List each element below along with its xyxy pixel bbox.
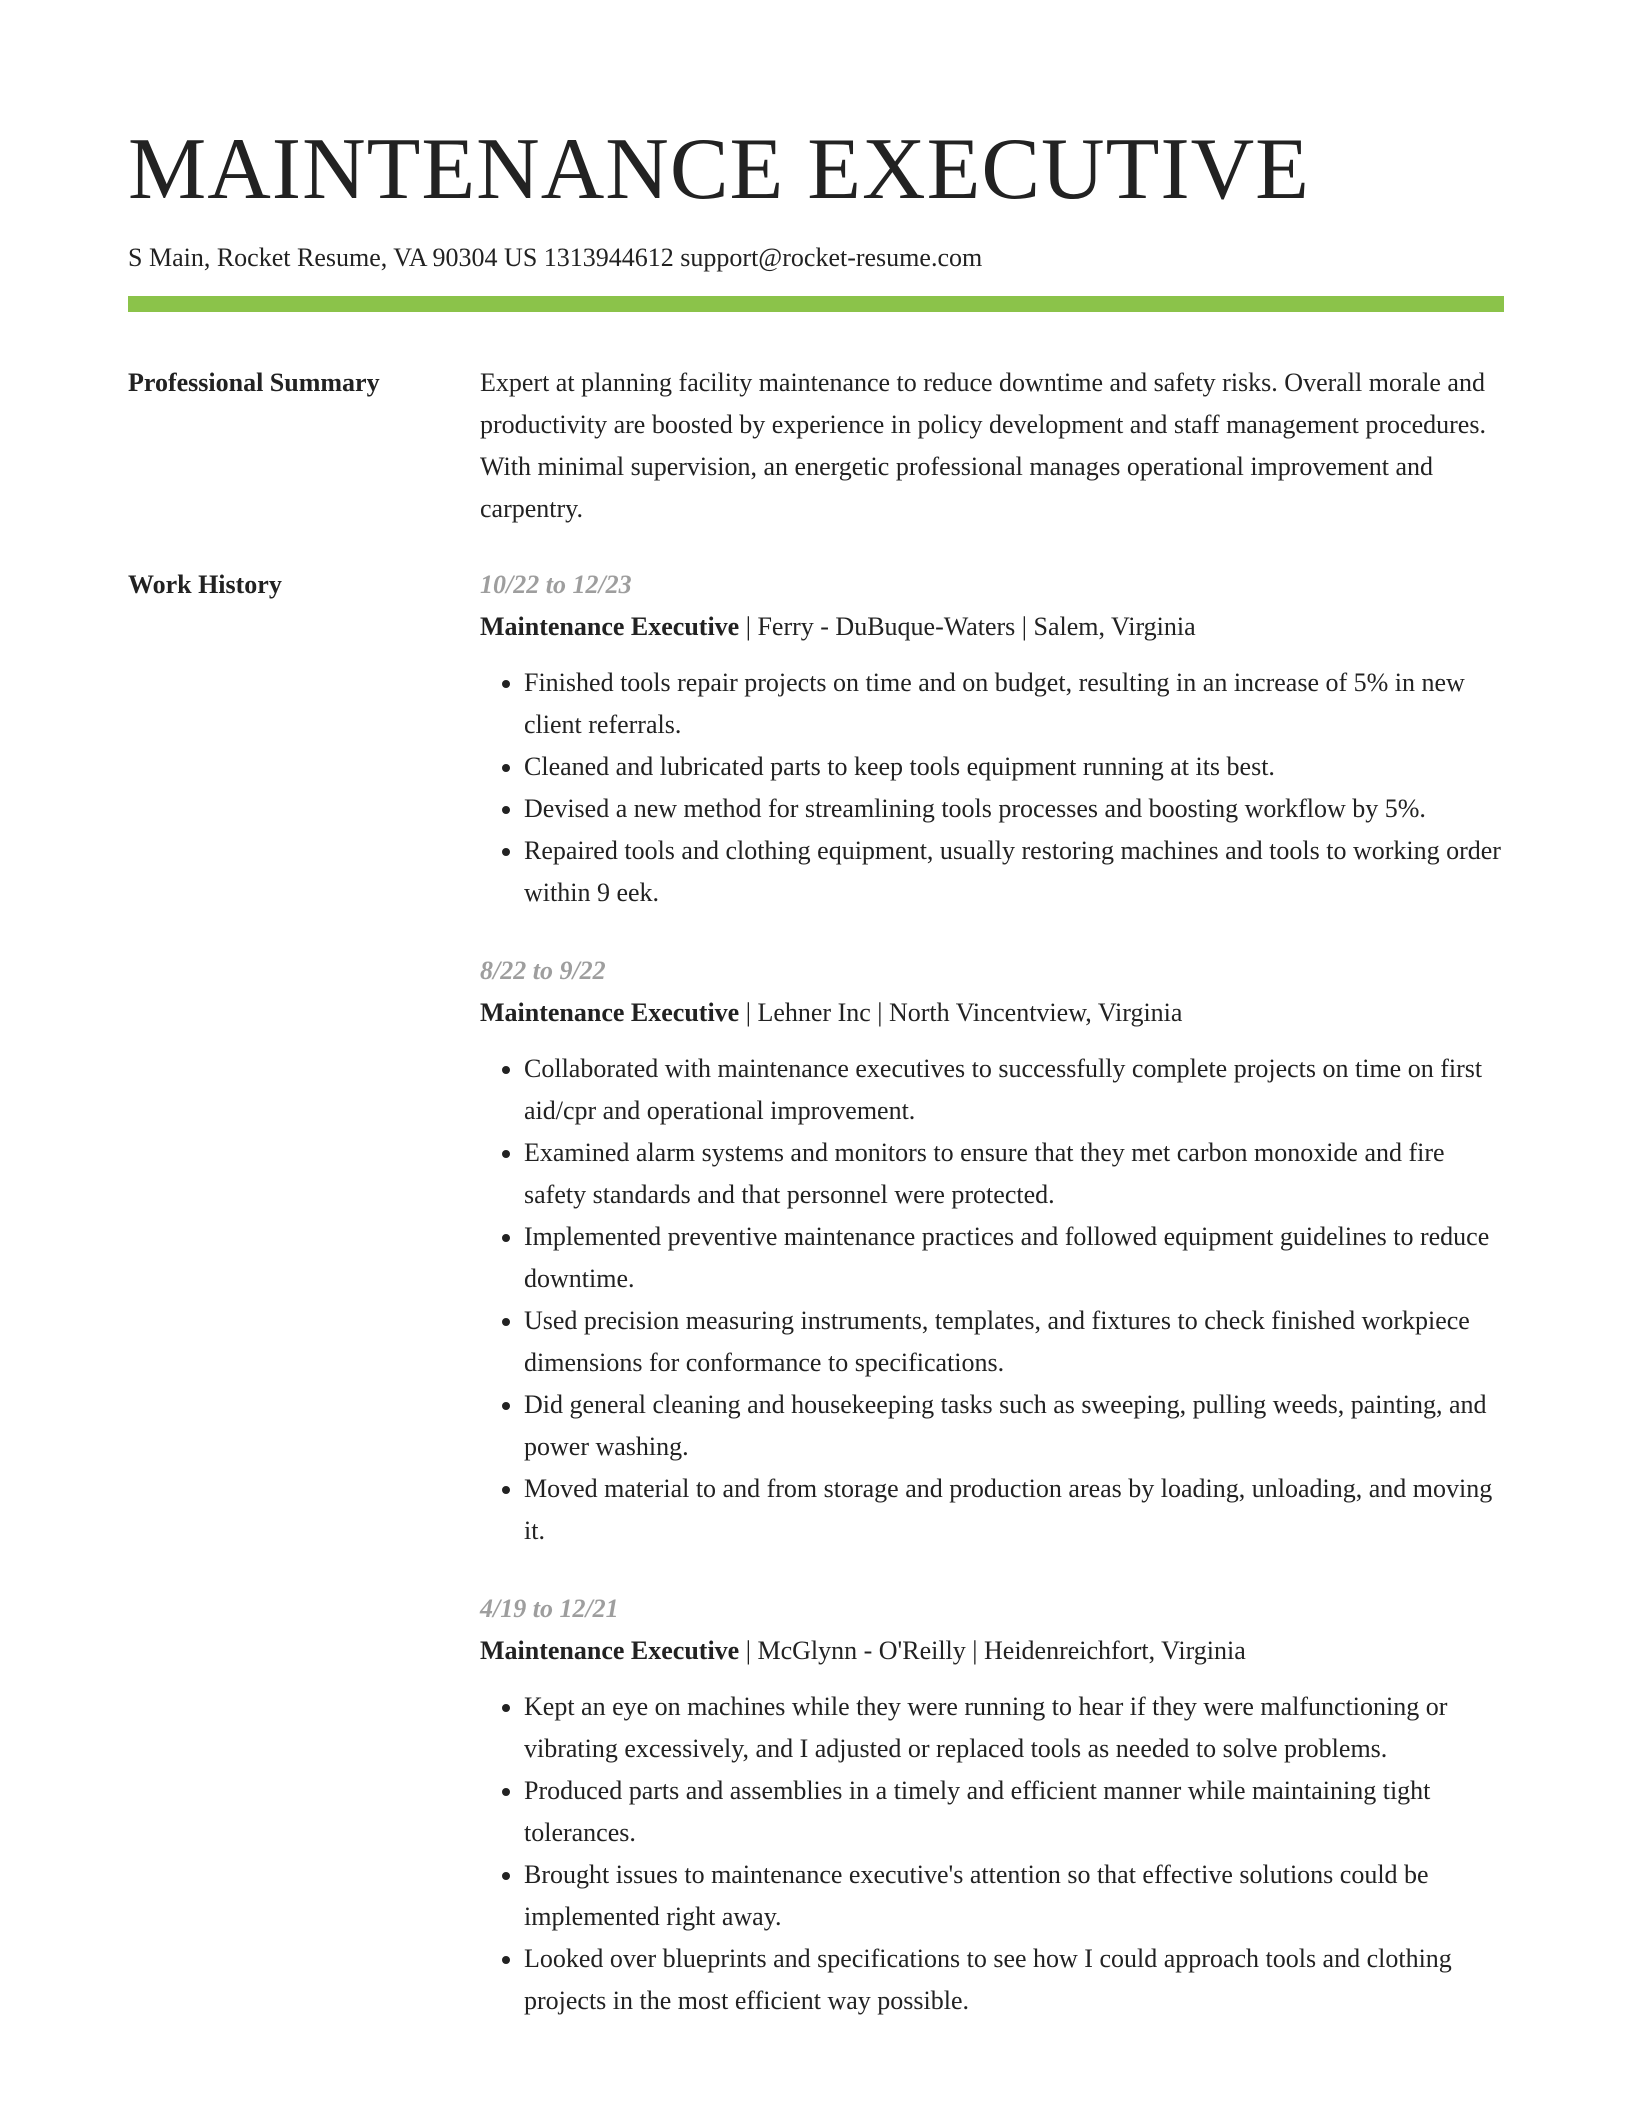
job-heading [480,1630,1504,1672]
contact-line [128,240,1504,276]
job-bullet: • Kept an eye on machines while they were running to hear if they were malfunctioning or vibrating excessively, and I adjusted or replaced tools as needed to solve problems. [524,1686,1504,1770]
job-dates: 4/19 to 12/21 [480,1594,619,1623]
job-company: McGlynn - O'Reilly [757,1636,966,1665]
job-entry [480,950,1504,1552]
job-bullet-list [480,662,1504,914]
job-bullet: • Looked over blueprints and specifications to see how I could approach tools and clothing projects in the most efficient way possible. [524,1938,1504,2022]
job-bullet: • Used precision measuring instruments, templates, and fixtures to check finished workpiece dimensions for conformance to specifications. [524,1300,1504,1384]
job-entry [480,564,1504,914]
job-bullet: • Implemented preventive maintenance practices and followed equipment guidelines to reduce downtime. [524,1216,1504,1300]
job-bullet-list [480,1686,1504,2022]
separator [739,612,757,641]
job-bullet: • Devised a new method for streamlining tools processes and boosting workflow by 5%. [524,788,1504,830]
job-bullet-list [480,1048,1504,1552]
separator [1015,612,1033,641]
job-entry [480,1588,1504,2022]
summary-section [128,362,1504,530]
job-bullet: • Produced parts and assemblies in a timely and efficient manner while maintaining tight tolerances. [524,1770,1504,1854]
resume-page [128,118,1504,2058]
job-heading [480,992,1504,1034]
job-bullet: • Did general cleaning and housekeeping tasks such as sweeping, pulling weeds, painting, and power washing. [524,1384,1504,1468]
job-bullet: • Brought issues to maintenance executive's attention so that effective solutions could be implemented right away. [524,1854,1504,1938]
resume-name-heading: MAINTENANCE EXECUTIVE [128,121,1310,218]
job-bullet: • Cleaned and lubricated parts to keep tools equipment running at its best. [524,746,1504,788]
work-history-section [128,564,1504,2058]
job-bullet: • Moved material to and from storage and production areas by loading, unloading, and moving it. [524,1468,1504,1552]
summary-body [480,362,1504,530]
job-dates: 8/22 to 9/22 [480,956,606,985]
contact-email: support@rocket-resume.com [680,243,983,272]
work-history-label: Work History [128,570,282,599]
separator [739,1636,757,1665]
work-history-body [480,564,1504,2058]
job-bullet: • Repaired tools and clothing equipment, usually restoring machines and tools to working order within 9 eek. [524,830,1504,914]
job-company: Ferry - DuBuque-Waters [757,612,1016,641]
job-location: North Vincentview, Virginia [889,998,1183,1027]
job-heading [480,606,1504,648]
contact-address: S Main, Rocket Resume, VA 90304 US [128,243,538,272]
job-bullet: • Finished tools repair projects on time and on budget, resulting in an increase of 5% in new client referrals. [524,662,1504,746]
job-title: Maintenance Executive [480,612,740,641]
summary-label: Professional Summary [128,368,380,397]
summary-text: Expert at planning facility maintenance to reduce downtime and safety risks. Overall morale and productivity are boosted by experience in policy development and staff management procedures. With minimal supervision, an energetic professional manages operational improvement and carpentry. [480,368,1486,523]
job-bullet: • Collaborated with maintenance executives to successfully complete projects on time on first aid/cpr and operational improvement. [524,1048,1504,1132]
separator [966,1636,984,1665]
accent-divider [128,296,1504,312]
job-location: Salem, Virginia [1033,612,1196,641]
job-company: Lehner Inc [757,998,871,1027]
job-location: Heidenreichfort, Virginia [984,1636,1246,1665]
separator [739,998,757,1027]
separator [871,998,889,1027]
job-title: Maintenance Executive [480,1636,740,1665]
contact-phone: 1313944612 [543,243,674,272]
job-title: Maintenance Executive [480,998,740,1027]
job-dates: 10/22 to 12/23 [480,570,632,599]
job-bullet: • Examined alarm systems and monitors to ensure that they met carbon monoxide and fire safety standards and that personnel were protected. [524,1132,1504,1216]
